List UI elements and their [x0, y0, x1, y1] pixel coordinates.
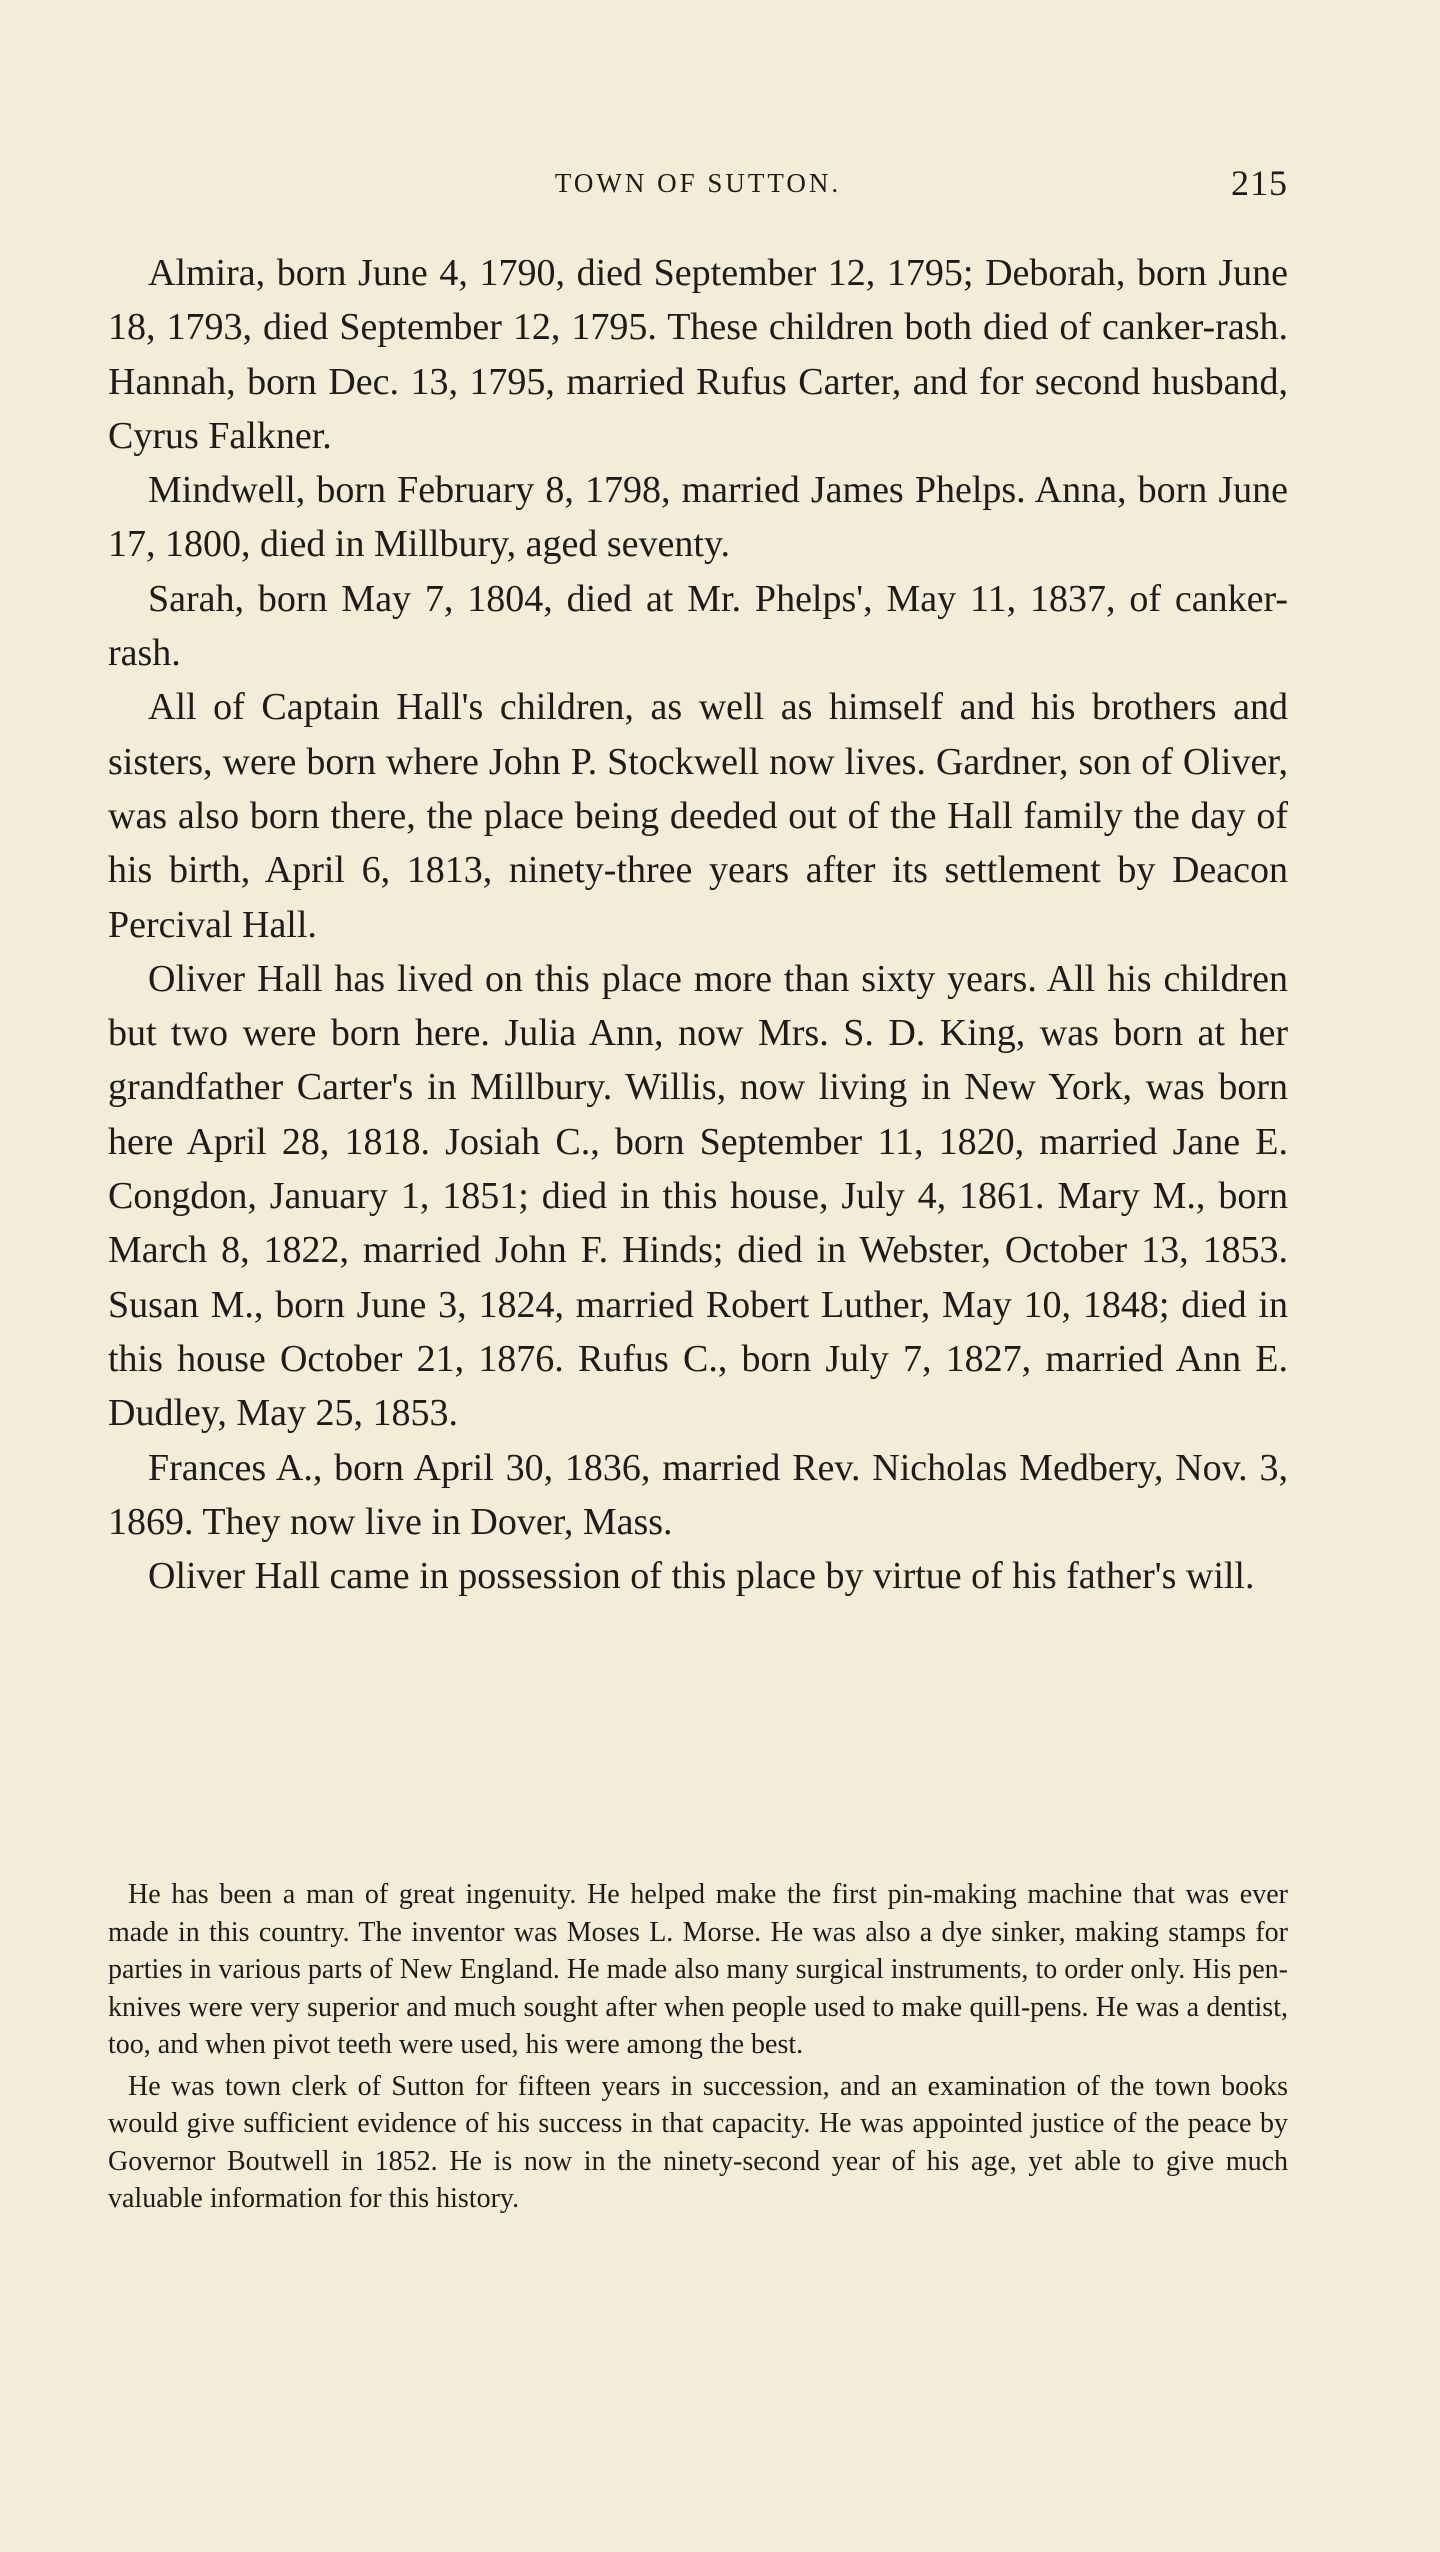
small-paragraph-ingenuity: He has been a man of great ingenuity. He helped make the first pin-making machine that was ever made in this country. The inventor was Moses L. Morse. He was also a dye sinker, making stamps for parties in various parts of New England. He made also many surgical instruments, to order only. His pen-knives were very superior and much sought after when people used to make quill-pens. He was a dentist, too, and when pivot teeth were used, his were among the best. [108, 1879, 1288, 2060]
paragraph-mindwell: Mindwell, born February 8, 1798, married James Phelps. Anna, born June 17, 1800, died in Millbury, aged seventy. [108, 469, 1288, 566]
paragraph-oliver-hall-children: Oliver Hall has lived on this place more than sixty years. All his children but two were born here. Julia Ann, now Mrs. S. D. King, was born at her grandfather Carter's in Millbury. Willis, now living in New York, was born here April 28, 1818. Josiah C., born September 11, 1820, married Jane E. Congdon, January 1, 1851; died in this house, July 4, 1861. Mary M., born March 8, 1822, married John F. Hinds; died in Webster, October 13, 1853. Susan M., born June 3, 1824, married Robert Luther, May 10, 1848; died in this house October 21, 1876. Rufus C., born July 7, 1827, married Ann E. Dudley, May 25, 1853. [108, 957, 1288, 1435]
paragraph-captain-hall-children: All of Captain Hall's children, as well as himself and his brothers and sisters, were born where John P. Stockwell now lives. Gardner, son of Oliver, was also born there, the place being deeded out of the Hall family the day of his birth, April 6, 1813, ninety-three years after its settlement by Deacon Percival Hall. [108, 686, 1288, 946]
paragraph-sarah: Sarah, born May 7, 1804, died at Mr. Phelps', May 11, 1837, of canker-rash. [108, 577, 1288, 675]
main-text [108, 246, 1288, 1603]
paragraph-almira: Almira, born June 4, 1790, died September 12, 1795; Deborah, born June 18, 1793, died September 12, 1795. These children both died of canker-rash. Hannah, born Dec. 13, 1795, married Rufus Carter, and for second husband, Cyrus Falkner. [108, 252, 1288, 457]
small-print-text [108, 1876, 1288, 2218]
paragraph-oliver-possession: Oliver Hall came in possession of this place by virtue of his father's will. [148, 1555, 1255, 1598]
small-paragraph-town-clerk: He was town clerk of Sutton for fifteen years in succession, and an examination of the town books would give sufficient evidence of his success in that capacity. He was appointed justice of the peace by Governor Boutwell in 1852. He is now in the ninety-second year of his age, yet able to give much valuable information for this history. [108, 2070, 1288, 2214]
page-number: 215 [1231, 163, 1288, 203]
paragraph-frances: Frances A., born April 30, 1836, married Rev. Nicholas Medbery, Nov. 3, 1869. They now live in Dover, Mass. [108, 1446, 1288, 1543]
running-head [108, 163, 1288, 212]
running-head-title: TOWN OF SUTTON. [554, 168, 842, 198]
